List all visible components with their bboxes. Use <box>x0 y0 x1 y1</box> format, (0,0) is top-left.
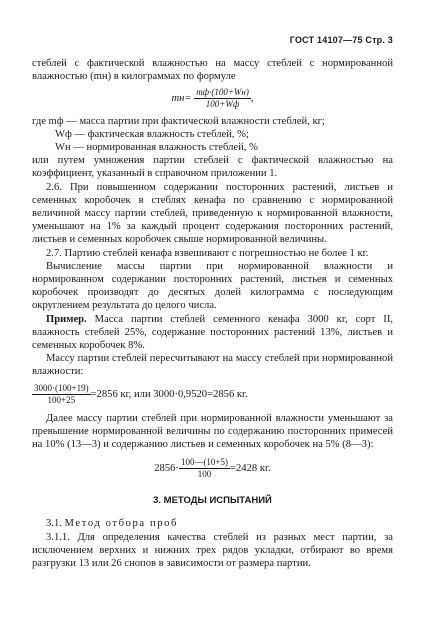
formula2-denominator: 100+25 <box>47 394 76 405</box>
formula-recalc <box>32 383 393 406</box>
definition-wf: Wф — фактическая влажность стеблей, %; <box>55 128 249 140</box>
clause-2-6: 2.6. При повышенном содержании посторонних растений, листьев и семенных коробочек в стеблях кенафа по сравнению с нормированной величиной массу партии стеблей, приведенную к нормированной влажности, уменьшают на 1% за каждый процент содержания посторонних растений, листьев и семенных коробочек свыше нормированной величины. <box>32 181 393 246</box>
paragraph-recalc: Массу партии стеблей пересчитывают на массу стеблей при нормированной влажности: <box>32 353 393 378</box>
formula-reduction <box>32 457 393 480</box>
formula3-denominator: 100 <box>197 469 212 480</box>
clause-2-7: 2.7. Партию стеблей кенафа взвешивают с погрешностью не более 1 кг. <box>46 247 369 259</box>
subsection-title: Метод отбора проб <box>64 518 179 530</box>
paragraph-further: Далее массу партии стеблей при нормированной влажности уменьшают за превышение нормированной величины по содержанию посторонних примесей на 10% (13—3) и содержанию листьев и семенных коробочек на 5% (8—3): <box>32 412 393 451</box>
section-heading: 3. МЕТОДЫ ИСПЫТАНИЙ <box>153 495 272 507</box>
paragraph-calculation: Вычисление массы партии при нормированной влажности и нормированном содержании посторонних растений, листьев и семенных коробочек производят до десятых долей килограмма с последующим округлением результата до целого числа. <box>32 260 393 312</box>
formula-numerator: mф·(100+Wн) <box>196 86 249 97</box>
paragraph-intro: стеблей с фактической влажностью на массу стеблей с нормированной влажностью (mн) в килограммах по формуле <box>32 58 393 83</box>
formula-mass <box>32 87 393 110</box>
formula2-numerator: 3000·(100+19) <box>34 382 89 393</box>
example-paragraph <box>32 313 393 353</box>
formula2-fraction <box>32 383 91 406</box>
formula3-numerator: 100—(10+5) <box>180 457 229 468</box>
page-header: ГОСТ 14107—75 Стр. 3 <box>289 35 393 45</box>
subsection-3-1 <box>32 517 393 530</box>
definition-alternative: или путем умножения партии стеблей с фактической влажностью на коэффициент, указанный в справочном приложении 1. <box>32 155 393 180</box>
subsection-number: 3.1. <box>46 518 62 530</box>
example-label: Пример. <box>46 313 87 325</box>
definition-wn: Wн — нормированная влажность стеблей, % <box>55 142 258 154</box>
formula3-lhs: 2856· <box>154 463 179 475</box>
formula-fraction <box>194 87 251 110</box>
formula3-fraction <box>179 457 230 480</box>
clause-3-1-1: 3.1.1. Для определения качества стеблей из разных мест партии, за исключением верхних и нижних трех рядов укладки, отбирают во время разгрузки 13 или 26 снопов в зависимости от размера партии. <box>32 531 393 570</box>
formula-lhs: mн= <box>171 92 192 104</box>
definitions <box>32 115 393 181</box>
formula-tail: , <box>250 92 254 104</box>
formula-denominator: 100+Wф <box>205 98 240 109</box>
definition-mf: где mф — масса партии при фактической влажности стеблей, кг; <box>32 115 325 127</box>
example-text: Масса партии стеблей семенного кенафа 3000 кг, сорт II, влажность стеблей 25%, содержание посторонних растений 13%, листьев и семенных коробочек 8%. <box>32 313 393 352</box>
formula2-result: =2856 кг, или 3000·0,9520=2856 кг. <box>90 388 248 400</box>
formula3-result: =2428 кг. <box>230 463 271 475</box>
